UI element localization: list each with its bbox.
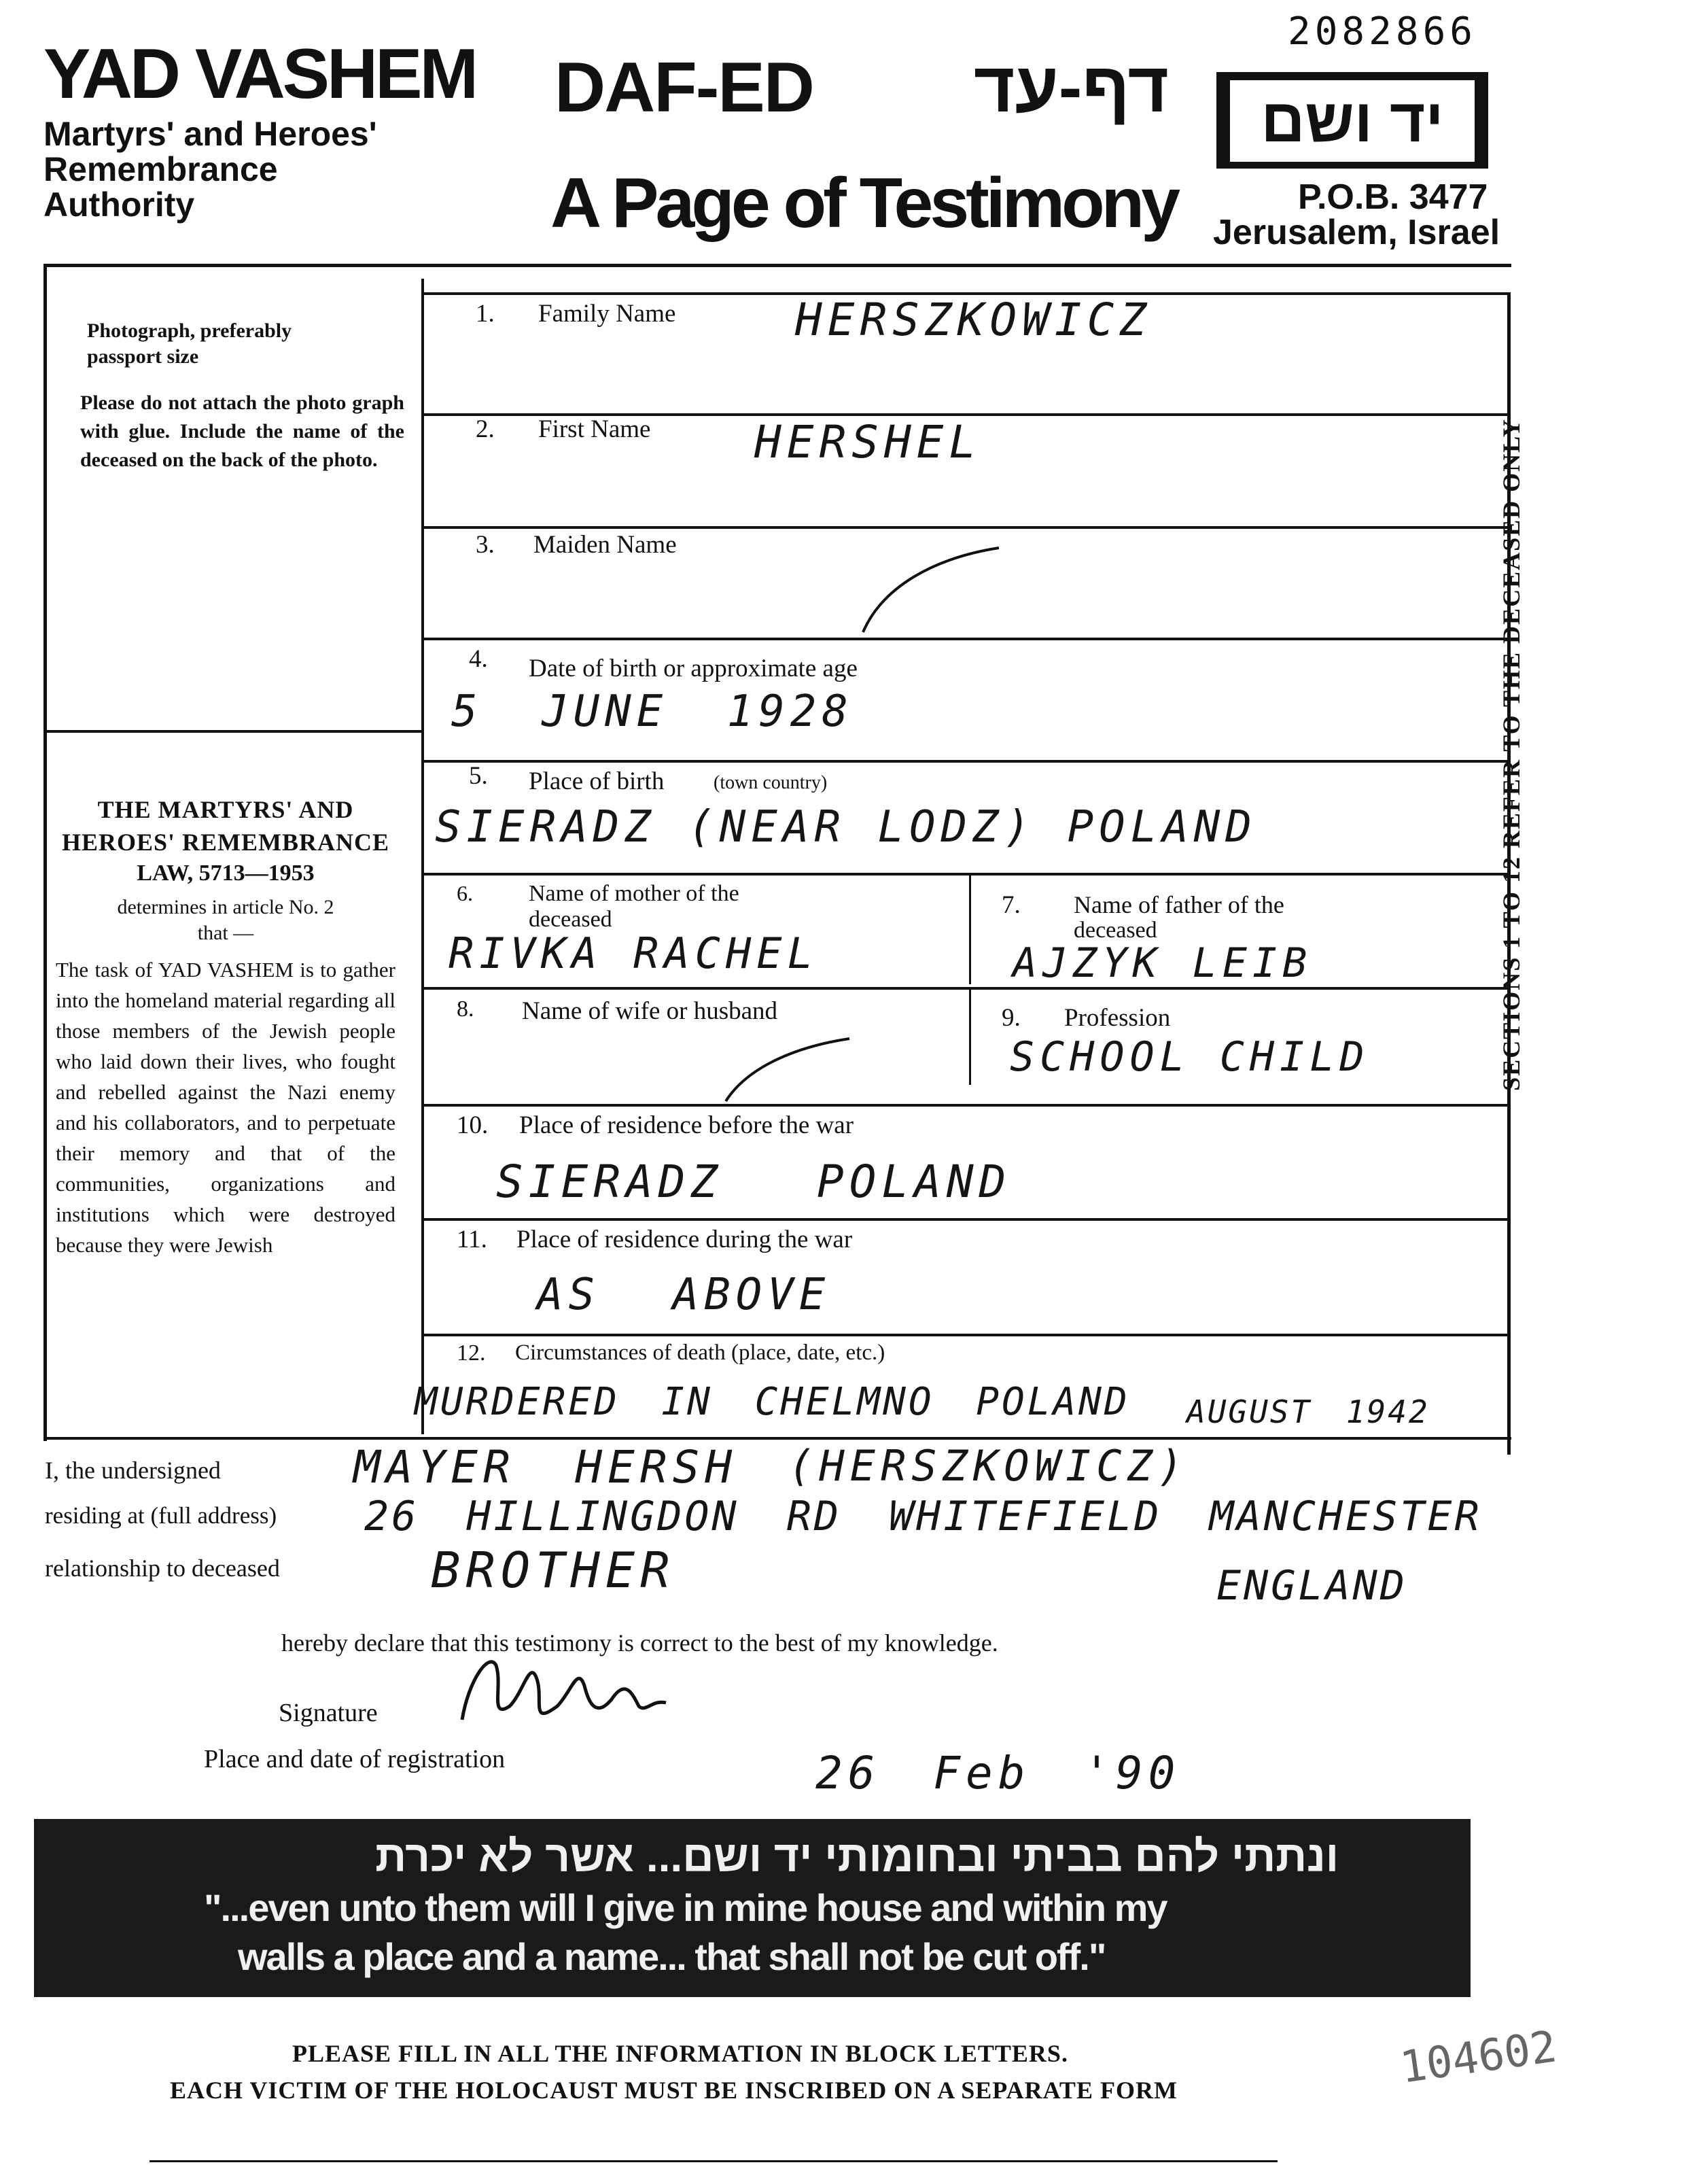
form-left-border — [43, 264, 47, 1441]
org-sub-3: Authority — [43, 186, 195, 224]
field-10-label: Place of residence before the war — [519, 1111, 854, 1139]
field-12-number: 12. — [457, 1340, 486, 1366]
form-top-border — [43, 264, 1511, 267]
page-title: A Page of Testimony — [550, 164, 1178, 243]
left-column-split — [43, 730, 424, 733]
row-sep-9 — [421, 1218, 1509, 1221]
field-4-value: 5 JUNE 1928 — [451, 687, 854, 737]
law-box — [56, 795, 395, 1260]
field-7-value: AJZYK LEIB — [1013, 939, 1313, 987]
field-5-label: Place of birth — [529, 767, 665, 795]
field-3-label: Maiden Name — [533, 531, 677, 559]
sections-note-text: SECTIONS 1 TO 12 REFER TO THE DECEASED ONLY — [1498, 418, 1525, 1091]
banner-line-1: "...even unto them will I give in mine house and within my — [204, 1886, 1167, 1929]
footer-line-1: PLEASE FILL IN ALL THE INFORMATION IN BLOCK LETTERS. — [292, 2040, 1068, 2067]
field-11-number: 11. — [457, 1226, 487, 1253]
field-12-date: AUGUST 1942 — [1186, 1393, 1430, 1430]
undersigned-label: I, the undersigned — [45, 1457, 221, 1484]
banner-line-2: walls a place and a name... that shall not be cut off." — [238, 1935, 1106, 1978]
field-3-number: 3. — [476, 531, 495, 559]
signature — [449, 1638, 673, 1740]
field-1-label: Family Name — [538, 300, 676, 328]
field-4-label: Date of birth or approximate age — [529, 655, 858, 682]
field-11-label: Place of residence during the war — [516, 1226, 853, 1253]
row-sep-10 — [421, 1334, 1509, 1336]
field-9-value: SCHOOL CHILD — [1010, 1033, 1370, 1081]
field-10-value: SIERADZ POLAND — [496, 1156, 1012, 1208]
field-2-number: 2. — [476, 415, 495, 443]
photo-line-2: passport size — [87, 345, 199, 368]
field-3-empty-dash — [856, 544, 1006, 639]
field-10-number: 10. — [457, 1111, 489, 1139]
form-title-latin: DAF-ED — [555, 48, 813, 127]
banner-hebrew: ונתתי להם בביתי ובחומותי יד ושם... אשר לא יכרת — [375, 1832, 1339, 1881]
doc-number: 2082866 — [1288, 10, 1477, 54]
field-6-label-1: Name of mother of the — [529, 881, 739, 906]
photo-line-1: Photograph, preferably — [87, 319, 292, 342]
field-6-label-2: deceased — [529, 907, 612, 932]
field-11-value: AS ABOVE — [537, 1270, 831, 1320]
field-12-label: Circumstances of death (place, date, etc.) — [515, 1340, 885, 1365]
field-7-number: 7. — [1002, 891, 1021, 919]
declarant-relationship: BROTHER — [431, 1542, 675, 1599]
declaration-text: hereby declare that this testimony is correct to the best of my knowledge. — [281, 1629, 998, 1657]
row-sep-7 — [421, 987, 1509, 990]
signature-label: Signature — [279, 1699, 378, 1727]
org-name: YAD VASHEM — [43, 35, 476, 114]
row-sep-5 — [421, 760, 1509, 763]
law-body: The task of YAD VASHEM is to gather into the homeland material regarding all those members of the Jewish people who laid down their lives, who fought and rebelled against the Nazi enemy and his collaborators, and to perpetuate their memory and that of the communities, organizations and institutions which were destroyed because they were Jewish — [56, 958, 395, 1257]
declarant-address-1: 26 HILLINGDON RD WHITEFIELD MANCHESTER — [364, 1493, 1482, 1540]
quote-banner — [34, 1819, 1471, 1997]
field-8-label: Name of wife or husband — [522, 997, 778, 1025]
logo-text: יד ושם — [1230, 80, 1475, 162]
org-sub-1: Martyrs' and Heroes' — [43, 115, 377, 153]
field-4-number: 4. — [469, 645, 488, 673]
law-line-5: that — — [197, 922, 254, 944]
field-7-label-2: deceased — [1074, 918, 1157, 943]
photo-box — [68, 319, 404, 474]
law-title-3: LAW, 5713—1953 — [137, 861, 315, 886]
law-title-2: HEROES' REMEMBRANCE — [61, 829, 390, 856]
left-column-divider — [421, 279, 424, 1434]
residing-label: residing at (full address) — [45, 1502, 277, 1529]
photo-note: Please do not attach the photo graph with glue. Include the name of the deceased on the back of the photo. — [80, 392, 404, 471]
registration-date: 26 Feb '90 — [815, 1747, 1181, 1799]
row-sep-11 — [43, 1437, 1511, 1440]
law-line-4: determines in article No. 2 — [117, 896, 334, 918]
declarant-name: MAYER HERSH — [353, 1441, 738, 1493]
field-7-label-1: Name of father of the — [1074, 891, 1284, 918]
row-sep-3 — [421, 526, 1509, 529]
field-2-value: HERSHEL — [754, 416, 982, 468]
field-9-label: Profession — [1064, 1004, 1171, 1032]
row-sep-8 — [421, 1104, 1509, 1107]
field-5-label-small: (town country) — [714, 772, 828, 793]
law-title-1: THE MARTYRS' AND — [97, 796, 354, 823]
field-5-value: SIERADZ (NEAR LODZ) POLAND — [435, 802, 1257, 852]
mid-divider-8-9 — [969, 990, 971, 1085]
mid-divider-6-7 — [969, 876, 971, 984]
relationship-label: relationship to deceased — [45, 1555, 280, 1582]
place-date-label: Place and date of registration — [204, 1745, 506, 1773]
field-2-label: First Name — [538, 415, 651, 443]
field-12-value: MURDERED IN CHELMNO POLAND — [415, 1380, 1130, 1424]
field-8-empty-dash — [720, 1033, 856, 1108]
field-1-number: 1. — [476, 300, 495, 328]
field-8-number: 8. — [457, 996, 474, 1022]
field-6-number: 6. — [457, 881, 473, 905]
field-6-value: RIVKA RACHEL — [449, 929, 818, 978]
declarant-name-alt: (HERSZKOWICZ) — [788, 1441, 1189, 1491]
bottom-rule — [150, 2160, 1278, 2162]
pob: P.O.B. 3477 — [1298, 177, 1488, 217]
form-title-hebrew: דף-עד — [973, 48, 1169, 127]
declarant-address-2: ENGLAND — [1216, 1562, 1407, 1610]
stamp-number: 104602 — [1396, 2022, 1560, 2094]
row-sep-6 — [421, 873, 1509, 876]
sections-note — [1491, 367, 1532, 1142]
field-9-number: 9. — [1002, 1004, 1021, 1032]
field-1-value: HERSZKOWICZ — [795, 294, 1153, 346]
footer-line-2: EACH VICTIM OF THE HOLOCAUST MUST BE INSCRIBED ON A SEPARATE FORM — [170, 2077, 1178, 2104]
field-5-number: 5. — [469, 762, 488, 790]
city: Jerusalem, Israel — [1213, 213, 1500, 252]
org-sub-2: Remembrance — [43, 150, 278, 188]
